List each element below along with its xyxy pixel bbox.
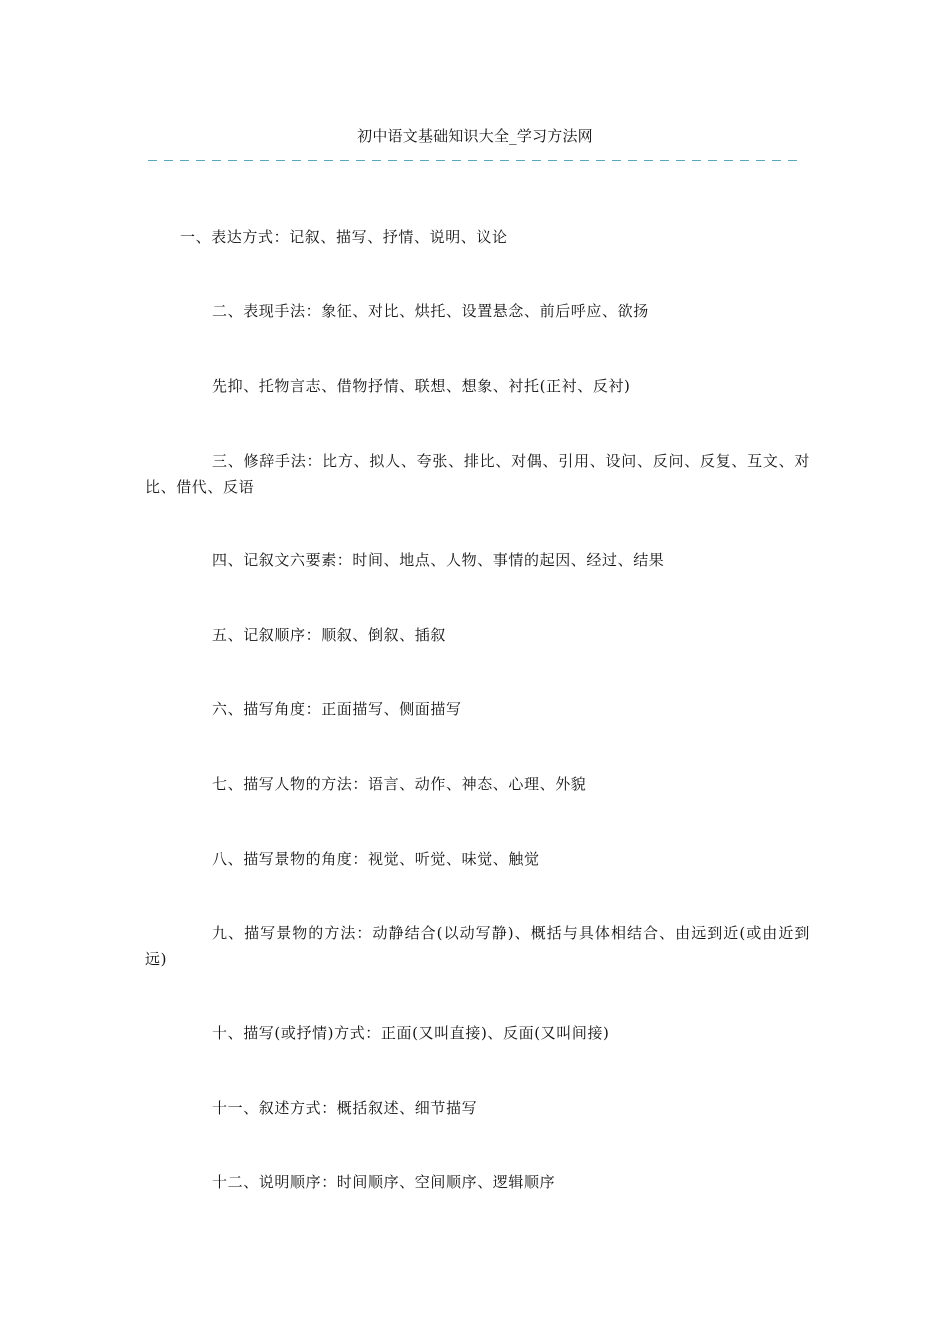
paragraph-narrative-elements: 四、记叙文六要素：时间、地点、人物、事情的起因、经过、结果 [212, 551, 665, 569]
paragraph-expression-modes: 一、表达方式：记叙、描写、抒情、说明、议论 [180, 228, 508, 246]
paragraph-rhetoric: 三、修辞手法：比方、拟人、夸张、排比、对偶、引用、设问、反问、反复、互文、对比、借代、反语 [145, 452, 810, 496]
paragraph-scenery-angle: 八、描写景物的角度：视觉、听觉、味觉、触觉 [212, 850, 540, 868]
paragraph-techniques: 二、表现手法：象征、对比、烘托、设置悬念、前后呼应、欲扬 [212, 302, 649, 320]
paragraph-scenery-methods: 九、描写景物的方法：动静结合(以动写静)、概括与具体相结合、由远到近(或由近到远) [145, 924, 810, 968]
paragraph-character-methods: 七、描写人物的方法：语言、动作、神态、心理、外貌 [212, 775, 587, 793]
paragraph-techniques-continued: 先抑、托物言志、借物抒情、联想、想象、衬托(正衬、反衬) [212, 377, 631, 395]
paragraph-narration-mode: 十一、叙述方式：概括叙述、细节描写 [212, 1099, 478, 1117]
paragraph-description-angle: 六、描写角度：正面描写、侧面描写 [212, 700, 462, 718]
document-title: 初中语文基础知识大全_学习方法网 [357, 127, 593, 145]
paragraph-description-mode: 十、描写(或抒情)方式：正面(又叫直接)、反面(又叫间接) [212, 1024, 610, 1042]
paragraph-explanation-order: 十二、说明顺序：时间顺序、空间顺序、逻辑顺序 [212, 1173, 556, 1191]
paragraph-narrative-order: 五、记叙顺序：顺叙、倒叙、插叙 [212, 626, 447, 644]
title-divider [148, 160, 800, 161]
